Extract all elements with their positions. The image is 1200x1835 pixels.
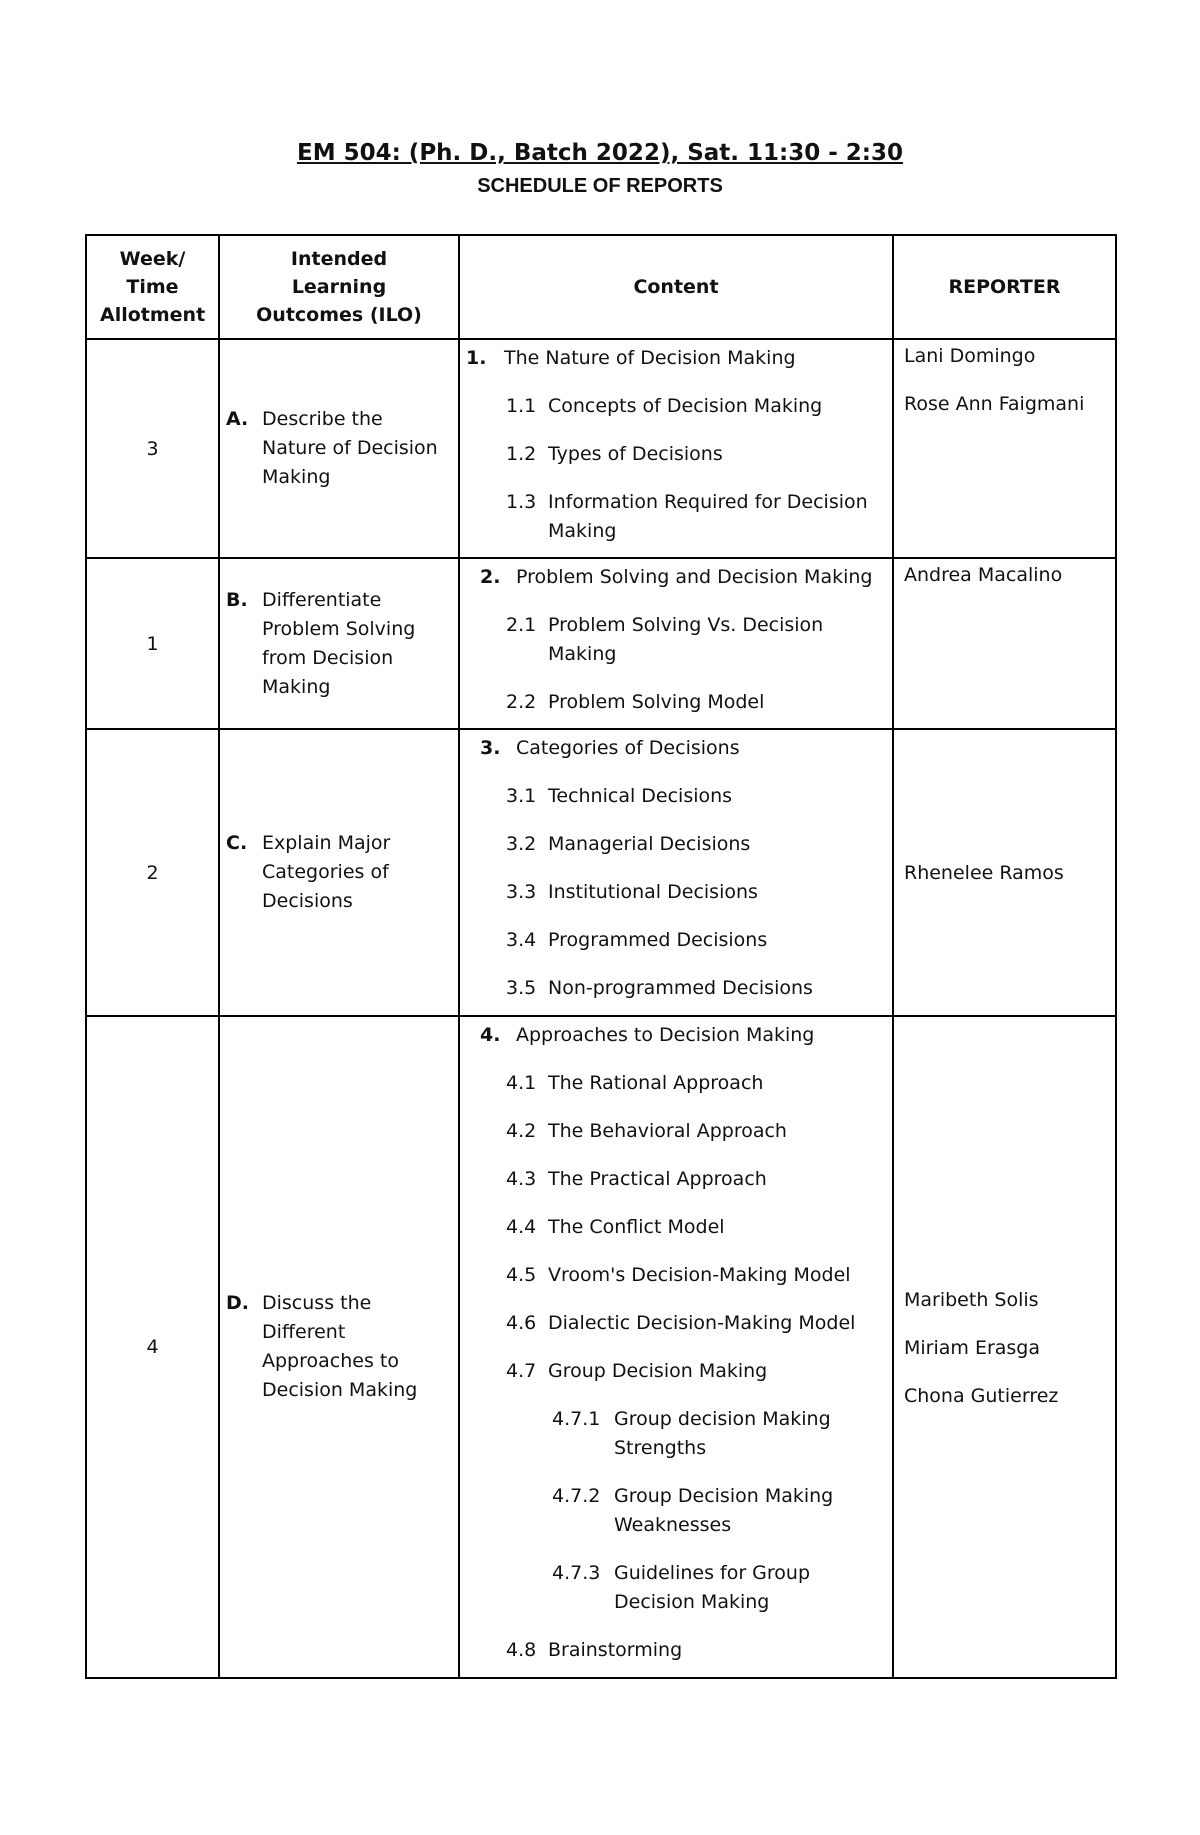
content-item — [460, 344, 892, 373]
content-item-text: Technical Decisions — [548, 785, 733, 807]
column-header-ilo: Intended Learning Outcomes (ILO) — [219, 235, 459, 339]
content-item-number: 2.2 — [506, 691, 537, 713]
content-item-text: Managerial Decisions — [548, 833, 751, 855]
reporter-name: Maribeth Solis — [904, 1288, 1039, 1311]
reporter-cell — [893, 339, 1116, 558]
ilo-cell — [219, 339, 459, 558]
content-item-text: The Behavioral Approach — [548, 1120, 787, 1142]
content-item-number: 2.1 — [506, 614, 537, 636]
ilo-letter: A. — [226, 408, 249, 430]
content-item-text: Non-programmed Decisions — [548, 977, 813, 999]
content-item-text: Vroom's Decision-Making Model — [548, 1264, 851, 1286]
table-row — [86, 729, 1116, 1016]
content-item-number: 3.5 — [506, 977, 537, 999]
content-item — [460, 1117, 892, 1146]
content-cell — [459, 558, 893, 729]
content-item-number: 4.7 — [506, 1360, 537, 1382]
content-item — [460, 1482, 892, 1540]
content-item-number: 4.2 — [506, 1120, 537, 1142]
reporter-name: Rhenelee Ramos — [904, 862, 1064, 884]
table-row — [86, 558, 1116, 729]
content-item-text: Brainstorming — [548, 1639, 683, 1661]
content-item-number: 1.3 — [506, 491, 537, 513]
content-item-number: 1. — [466, 347, 487, 369]
table-header-row — [86, 235, 1116, 339]
content-cell — [459, 1016, 893, 1678]
ilo-cell — [219, 1016, 459, 1678]
content-item — [460, 926, 892, 955]
reporter-cell — [893, 558, 1116, 729]
content-item-number: 2. — [480, 566, 501, 588]
content-item — [460, 563, 892, 592]
reporter-cell — [893, 1016, 1116, 1678]
content-item — [460, 974, 892, 1003]
content-item-text: The Nature of Decision Making — [504, 347, 796, 369]
reporter-cell — [893, 729, 1116, 1016]
content-item-number: 3.3 — [506, 881, 537, 903]
content-item-text: Group decision Making Strengths — [614, 1408, 831, 1459]
content-item-text: Group Decision Making Weaknesses — [614, 1485, 834, 1536]
ilo-letter: B. — [226, 588, 248, 611]
ilo-cell — [219, 729, 459, 1016]
content-item-text: Categories of Decisions — [516, 737, 740, 759]
content-item-number: 4.3 — [506, 1168, 537, 1190]
content-item — [460, 782, 892, 811]
column-header-week: Week/ Time Allotment — [86, 235, 219, 339]
content-item-number: 3.4 — [506, 929, 537, 951]
content-item — [460, 1165, 892, 1194]
content-item-text: Programmed Decisions — [548, 929, 768, 951]
document-title: EM 504: (Ph. D., Batch 2022), Sat. 11:30 - 2:30 — [296, 140, 904, 166]
content-item — [460, 1069, 892, 1098]
content-item-text: Types of Decisions — [548, 443, 723, 465]
content-item-text: Dialectic Decision-Making Model — [548, 1312, 856, 1334]
week-cell: 3 — [86, 339, 219, 558]
content-item-text: Problem Solving Vs. Decision Making — [548, 614, 824, 665]
content-item-text: Concepts of Decision Making — [548, 395, 823, 417]
content-item-text: The Conflict Model — [548, 1216, 725, 1238]
content-item-number: 3. — [480, 737, 501, 759]
content-cell — [459, 729, 893, 1016]
column-header-reporter: REPORTER — [893, 235, 1116, 339]
content-item — [460, 1405, 892, 1463]
ilo-letter: C. — [226, 832, 248, 854]
reporter-name: Chona Gutierrez — [904, 1384, 1059, 1407]
content-item-number: 1.2 — [506, 443, 537, 465]
content-item-text: Information Required for Decision Making — [548, 491, 868, 542]
reporter-name: Rose Ann Faigmani — [904, 393, 1085, 415]
ilo-text: Differentiate Problem Solving from Decision Making — [262, 588, 416, 698]
content-item — [460, 392, 892, 421]
document-subtitle: SCHEDULE OF REPORTS — [477, 175, 723, 197]
content-item — [460, 1213, 892, 1242]
table-row — [86, 1016, 1116, 1678]
reporter-name: Miriam Erasga — [904, 1336, 1041, 1359]
content-item-text: Approaches to Decision Making — [516, 1024, 815, 1046]
content-item-text: Group Decision Making — [548, 1360, 768, 1382]
content-item — [460, 830, 892, 859]
content-cell — [459, 339, 893, 558]
content-item-number: 4.7.2 — [552, 1485, 601, 1507]
content-item-number: 4.7.3 — [552, 1562, 601, 1584]
content-item-number: 4. — [480, 1024, 501, 1046]
content-item-number: 1.1 — [506, 395, 537, 417]
content-item-text: Guidelines for Group Decision Making — [614, 1562, 811, 1613]
content-item — [460, 440, 892, 469]
ilo-text: Explain Major Categories of Decisions — [262, 832, 391, 912]
table-row — [86, 339, 1116, 558]
content-item — [460, 1309, 892, 1338]
content-item — [460, 611, 892, 669]
content-item-text: Problem Solving and Decision Making — [516, 566, 873, 588]
content-item — [460, 488, 892, 546]
content-item-number: 4.5 — [506, 1264, 537, 1286]
content-item — [460, 1636, 892, 1665]
content-item — [460, 1021, 892, 1050]
content-item — [460, 1261, 892, 1290]
ilo-text: Describe the Nature of Decision Making — [262, 408, 438, 488]
reporter-name: Andrea Macalino — [904, 564, 1063, 586]
content-item-number: 4.1 — [506, 1072, 537, 1094]
content-item — [460, 878, 892, 907]
ilo-letter: D. — [226, 1292, 249, 1314]
content-item — [460, 1559, 892, 1617]
content-item-text: The Rational Approach — [548, 1072, 764, 1094]
content-item-number: 4.4 — [506, 1216, 537, 1238]
content-item-number: 3.2 — [506, 833, 537, 855]
content-item-number: 4.7.1 — [552, 1408, 601, 1430]
content-item-number: 4.8 — [506, 1639, 537, 1661]
reporter-name: Lani Domingo — [904, 345, 1036, 367]
ilo-text: Discuss the Different Approaches to Decision Making — [262, 1292, 418, 1401]
content-item-text: Institutional Decisions — [548, 881, 758, 903]
column-header-content: Content — [459, 235, 893, 339]
week-cell: 1 — [86, 558, 219, 729]
week-cell: 2 — [86, 729, 219, 1016]
week-cell: 4 — [86, 1016, 219, 1678]
content-item — [460, 734, 892, 763]
content-item-number: 4.6 — [506, 1312, 537, 1334]
content-item-number: 3.1 — [506, 785, 537, 807]
ilo-cell — [219, 558, 459, 729]
content-item-text: Problem Solving Model — [548, 691, 765, 713]
content-item — [460, 688, 892, 717]
schedule-table — [85, 234, 1117, 1679]
content-item — [460, 1357, 892, 1386]
content-item-text: The Practical Approach — [548, 1168, 767, 1190]
